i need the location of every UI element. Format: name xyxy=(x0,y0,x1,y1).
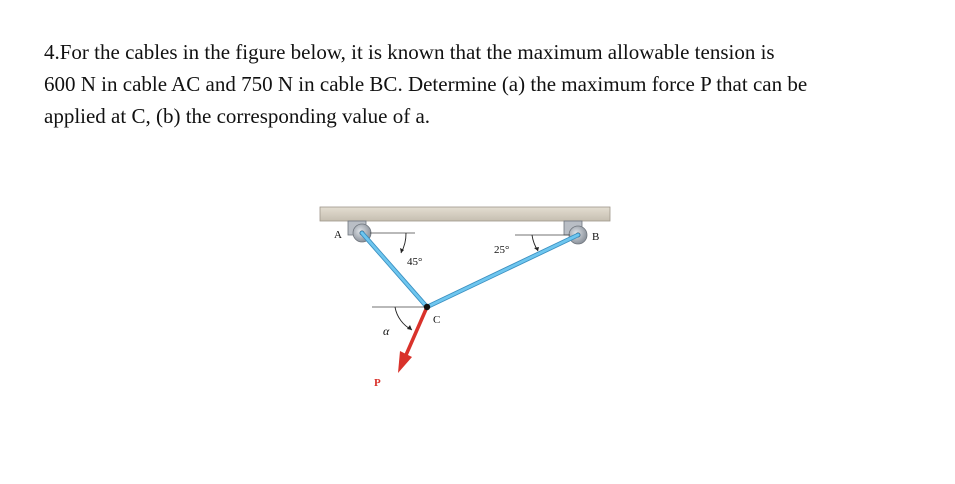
ceiling-beam xyxy=(320,207,610,221)
label-c: C xyxy=(433,314,441,326)
label-alpha: α xyxy=(383,324,390,338)
label-angle-45: 45° xyxy=(407,256,423,268)
label-b: B xyxy=(592,231,600,243)
joint-c xyxy=(424,304,430,310)
label-a: A xyxy=(334,229,342,241)
cable-figure xyxy=(300,195,640,405)
force-p-arrow xyxy=(406,307,427,355)
problem-line-1: 4.For the cables in the figure below, it is known that the maximum allowable tension is xyxy=(44,40,775,64)
label-p: P xyxy=(374,377,381,389)
problem-line-2: 600 N in cable AC and 750 N in cable BC. Determine (a) the maximum force P that can be xyxy=(44,72,808,96)
problem-statement xyxy=(44,36,924,132)
problem-line-3: applied at C, (b) the corresponding value of a. xyxy=(44,104,431,128)
label-angle-25: 25° xyxy=(494,244,510,256)
cable-diagram xyxy=(300,195,640,405)
